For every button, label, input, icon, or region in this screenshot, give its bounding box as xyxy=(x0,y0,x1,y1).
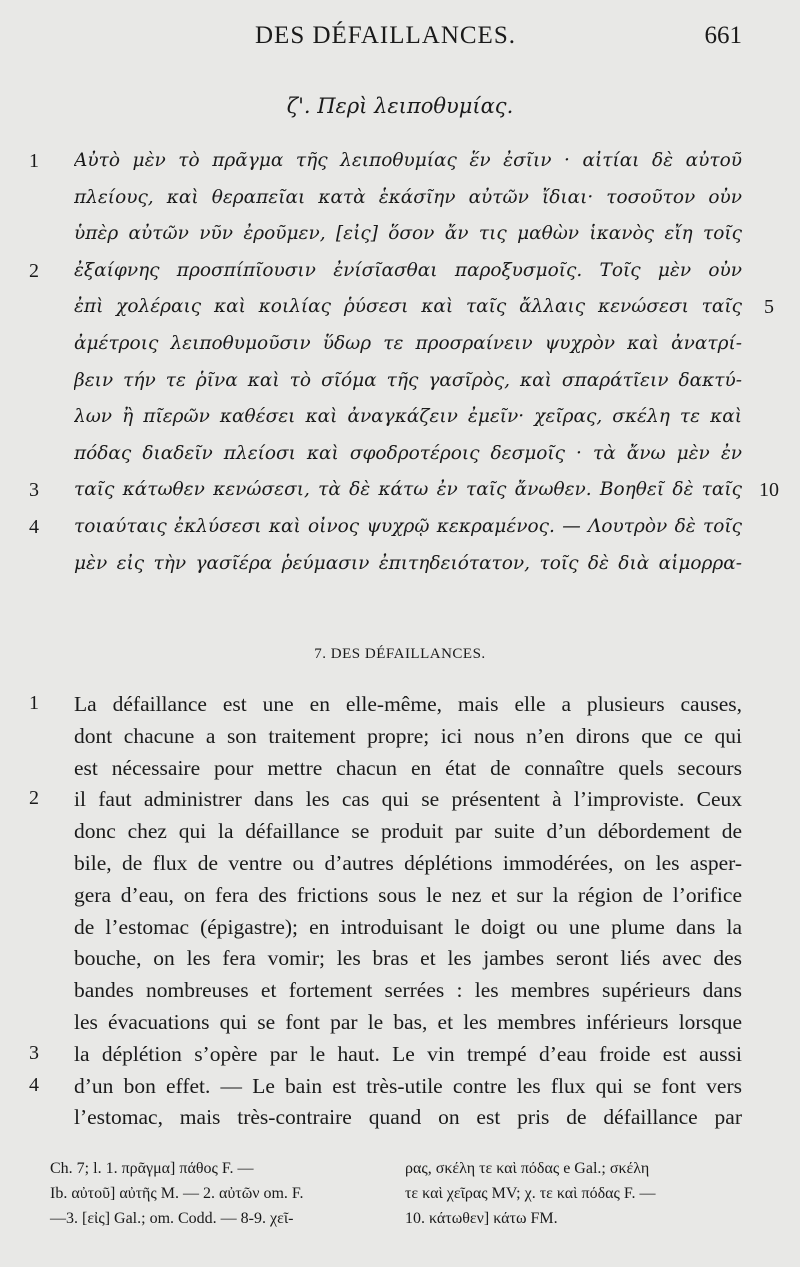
line-text: λων ἢ πῖερῶν καθέσει καὶ ἀναγκάζειν ἐμεῖν· χεῖρας, σκέλη τε καὶ xyxy=(74,406,742,428)
margin-number-left: 1 xyxy=(29,150,39,172)
apparatus-note-line: 10. κάτωθεν] κάτω FM. xyxy=(405,1210,558,1227)
french-section-heading: 7. DES DÉFAILLANCES. xyxy=(314,646,486,662)
line-text: les évacuations qui se font par le bas, et les membres inférieurs lorsque xyxy=(74,1010,742,1034)
line-text: l’estomac, mais très-contraire quand on est pris de défaillance par xyxy=(74,1105,742,1130)
margin-line-number-right: 5 xyxy=(764,296,774,319)
page-number: 661 xyxy=(704,22,742,49)
text-line xyxy=(0,260,800,294)
text-line xyxy=(0,692,800,726)
text-line xyxy=(0,370,800,404)
margin-number-left: 3 xyxy=(29,1041,39,1064)
text-line xyxy=(0,724,800,758)
text-line xyxy=(0,851,800,885)
text-line xyxy=(0,1042,800,1076)
line-text: la déplétion s’opère par le haut. Le vin trempé d’eau froide est aussi xyxy=(74,1041,742,1066)
text-line xyxy=(0,443,800,477)
line-text: dont chacune a son traitement propre; ici nous n’en dirons que ce qui xyxy=(74,723,742,748)
margin-number-left: 3 xyxy=(29,479,39,502)
margin-number-left: 2 xyxy=(29,259,39,282)
line-text: πόδας διαδεῖν πλείοσι καὶ σφοδροτέροις δεσμοῖς · τὰ ἄνω μὲν ἐν xyxy=(74,442,742,464)
line-text: La défaillance est une en elle-même, mais elle a plusieurs causes, xyxy=(74,692,742,716)
line-text: d’un bon effet. — Le bain est très-utile contre les flux qui se font vers xyxy=(74,1073,742,1098)
text-line xyxy=(0,756,800,790)
apparatus-note-line: —3. [εἰς] Gal.; om. Codd. — 8-9. χεῖ- xyxy=(50,1210,294,1227)
running-title: DES DÉFAILLANCES. xyxy=(255,22,516,49)
line-text: donc chez qui la défaillance se produit par suite d’un débordement de xyxy=(74,819,742,844)
text-line xyxy=(0,787,800,821)
line-text: πλείους, καὶ θεραπεῖαι κατὰ ἑκάσῖην αὐτῶν ἴδιαι· τοσοῦτον οὖν xyxy=(74,186,742,208)
line-text: τοιαύταις ἐκλύσεσι καὶ οἶνος ψυχρῷ κεκραμένος. — Λουτρὸν δὲ τοῖς xyxy=(74,516,742,537)
line-text: bouche, on les fera vomir; les bras et les jambes seront liés avec des xyxy=(74,946,742,971)
line-text: bile, de flux de ventre ou d’autres déplétions immodérées, on les asper- xyxy=(74,851,742,875)
apparatus-note-line: Ib. αὐτοῦ] αὐτῆς M. — 2. αὐτῶν om. F. xyxy=(50,1185,304,1202)
line-text: ἀμέτροις λειποθυμοῦσιν ὕδωρ τε προσραίνειν ψυχρὸν καὶ ἀνατρί- xyxy=(74,333,742,354)
text-line xyxy=(0,819,800,853)
text-line xyxy=(0,946,800,980)
text-line xyxy=(0,406,800,440)
line-text: gera d’eau, on fera des frictions sous le nez et sur la région de l’orifice xyxy=(74,882,742,907)
line-text: est nécessaire pour mettre chacun en état de connaître quels secours xyxy=(74,755,742,780)
line-text: μὲν εἰς τὴν γασῖέρα ῥεύμασιν ἐπιτηδειότατον, τοῖς δὲ διὰ αἱμορρα- xyxy=(74,552,742,574)
line-text: ἐπὶ χολέραις καὶ κοιλίας ῥύσεσι καὶ ταῖς ἄλλαις κενώσεσι ταῖς xyxy=(74,296,742,318)
line-text: il faut administrer dans les cas qui se présentent à l’improviste. Ceux xyxy=(74,787,742,812)
margin-number-left: 4 xyxy=(29,1073,39,1096)
text-line xyxy=(0,479,800,513)
text-line xyxy=(0,978,800,1012)
text-line xyxy=(0,516,800,550)
greek-section-heading: ζ'. Περὶ λειποθυμίας. xyxy=(286,94,514,118)
apparatus-note-line: τε καὶ χεῖρας MV; χ. τε καὶ πόδας F. — xyxy=(405,1185,656,1202)
text-line xyxy=(0,1074,800,1108)
text-line xyxy=(0,187,800,221)
text-line xyxy=(0,1010,800,1044)
text-line xyxy=(0,915,800,949)
margin-line-number-right: 10 xyxy=(759,479,779,502)
text-line xyxy=(0,223,800,257)
line-text: βειν τήν τε ῥῖνα καὶ τὸ σῖόμα τῆς γασῖρὸς, καὶ σπαράτῖειν δακτύ- xyxy=(74,369,742,391)
line-text: ταῖς κάτωθεν κενώσεσι, τὰ δὲ κάτω ἐν ταῖς ἄνωθεν. Βοηθεῖ δὲ ταῖς xyxy=(74,479,742,501)
line-text: ἐξαίφνης προσπίπῖουσιν ἐνίσῖασθαι παροξυσμοῖς. Τοῖς μὲν οὖν xyxy=(74,259,742,281)
margin-number-left: 4 xyxy=(29,516,39,538)
text-line xyxy=(0,883,800,917)
text-line xyxy=(0,333,800,367)
margin-number-left: 1 xyxy=(29,692,39,714)
margin-number-left: 2 xyxy=(29,787,39,810)
apparatus-note-line: ρας, σκέλη τε καὶ πόδας e Gal.; σκέλη xyxy=(405,1160,650,1177)
text-line xyxy=(0,553,800,587)
line-text: Αὐτὸ μὲν τὸ πρᾶγμα τῆς λειποθυμίας ἕν ἐσῖιν · αἰτίαι δὲ αὐτοῦ xyxy=(74,150,742,171)
apparatus-note-line: Ch. 7; l. 1. πρᾶγμα] πάθος F. — xyxy=(50,1160,254,1177)
line-text: bandes nombreuses et fortement serrées : les membres supérieurs dans xyxy=(74,978,742,1003)
line-text: ὑπὲρ αὐτῶν νῦν ἐροῦμεν, [εἰς] ὅσον ἄν τις μαθὼν ἱκανὸς εἴη τοῖς xyxy=(74,223,742,245)
running-head xyxy=(0,22,800,52)
text-line xyxy=(0,1105,800,1139)
line-text: de l’estomac (épigastre); en introduisant le doigt ou une plume dans la xyxy=(74,914,742,939)
text-line xyxy=(0,150,800,184)
text-line xyxy=(0,296,800,330)
